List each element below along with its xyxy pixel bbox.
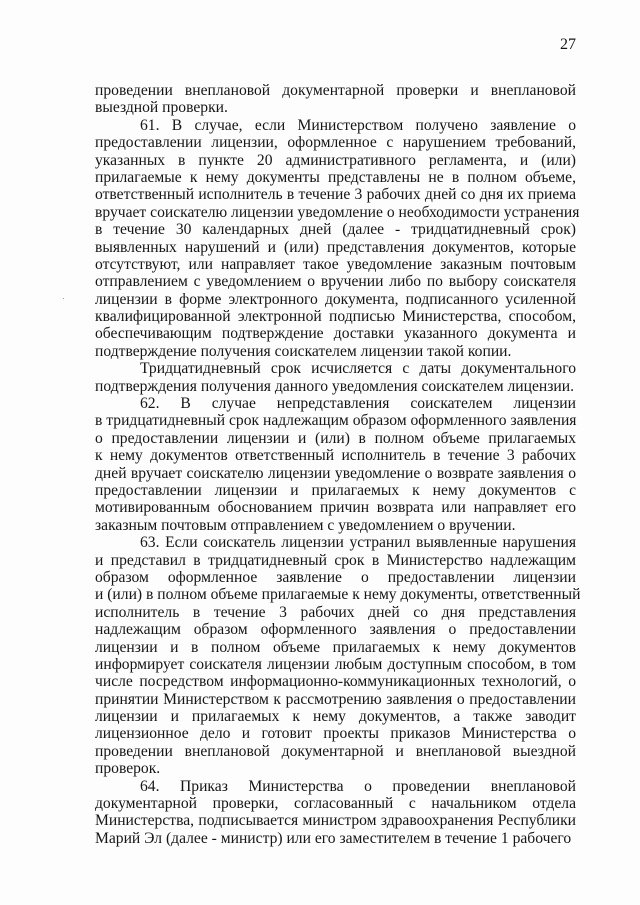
text-line: подтверждение получения соискателем лицензии такой копии. xyxy=(95,342,512,360)
text-line: информирует соискателя лицензии любым доступным способом, в том xyxy=(95,655,576,673)
text-line: и (или) в полном объеме прилагаемые к нему документы, ответственный xyxy=(95,586,581,604)
text-line: к нему документов ответственный исполнитель в течение 3 рабочих xyxy=(95,447,576,465)
scan-speck xyxy=(63,298,64,299)
text-line: лицензионное дело и готовит проекты приказов Министерства о xyxy=(95,725,576,743)
text-line: в тридцатидневный срок надлежащим образом оформленного заявления xyxy=(95,412,577,430)
body-text xyxy=(95,82,581,847)
text-line: 63. Если соискатель лицензии устранил выявленные нарушения xyxy=(140,534,576,552)
text-line: ответственный исполнитель в течение 3 рабочих дней со дня их приема xyxy=(95,186,576,204)
text-line: мотивированным обоснованием причин возврата или направляет его xyxy=(95,499,576,517)
text-line: вручает соискателю лицензии уведомление о необходимости устранения xyxy=(95,203,580,221)
paragraph xyxy=(95,82,576,117)
text-line: образом оформленное заявление о предоставлении лицензии xyxy=(95,568,576,586)
text-line: квалифицированной электронной подписью Министерства, способом, xyxy=(95,308,576,326)
text-line: 61. В случае, если Министерством получено заявление о xyxy=(140,116,576,134)
text-line: 64. Приказ Министерства о проведении внеплановой xyxy=(140,777,576,795)
text-line: прилагаемые к нему документы представлены не в полном объеме, xyxy=(95,168,576,186)
text-line: обеспечивающим подтверждение доставки указанного документа и xyxy=(95,325,576,343)
text-line: отсутствуют, или направляет такое уведомление заказным почтовым xyxy=(95,255,576,273)
text-line: проверок. xyxy=(95,760,161,778)
text-line: предоставлении лицензии, оформленное с нарушением требований, xyxy=(95,134,576,152)
paragraph xyxy=(95,534,581,778)
text-line: отправлением с уведомлением о вручении либо по выбору соискателя xyxy=(95,273,576,291)
text-line: 62. В случае непредставления соискателем лицензии xyxy=(140,395,576,413)
text-line: лицензии в форме электронного документа, подписанного усиленной xyxy=(95,290,576,308)
text-line: Марий Эл (далее - министр) или его заместителем в течение 1 рабочего xyxy=(95,829,572,847)
paragraph xyxy=(95,778,576,848)
paragraph xyxy=(95,116,580,360)
text-line: проведении внеплановой документарной проверки и внеплановой xyxy=(95,82,576,99)
page-number: 27 xyxy=(560,36,576,53)
text-line: и представил в тридцатидневный срок в Министерство надлежащим xyxy=(95,551,576,569)
text-line: документарной проверки, согласованный с начальником отдела xyxy=(95,795,576,813)
paragraph xyxy=(95,360,576,395)
text-line: выездной проверки. xyxy=(95,99,228,117)
text-line: числе посредством информационно-коммуникационных технологий, о xyxy=(95,673,576,691)
text-line: принятии Министерством к рассмотрению заявления о предоставлении xyxy=(95,690,576,708)
text-line: предоставлении лицензии и прилагаемых к нему документов с xyxy=(95,481,576,499)
text-line: выявленных нарушений и (или) представления документов, которые xyxy=(95,238,576,256)
text-line: исполнитель в течение 3 рабочих дней со дня представления xyxy=(95,603,576,621)
text-line: надлежащим образом оформленного заявления о предоставлении xyxy=(95,621,576,639)
text-line: Министерства, подписывается министром здравоохранения Республики xyxy=(95,812,576,830)
text-line: подтверждения получения данного уведомления соискателем лицензии. xyxy=(95,377,574,395)
text-line: проведении внеплановой документарной и внеплановой выездной xyxy=(95,742,576,760)
text-line: заказным почтовым отправлением с уведомлением о вручении. xyxy=(95,516,516,534)
text-line: Тридцатидневный срок исчисляется с даты документального xyxy=(140,360,576,378)
text-line: в течение 30 календарных дней (далее - тридцатидневный срок) xyxy=(95,221,576,239)
text-line: лицензии и прилагаемых к нему документов, а также заводит xyxy=(95,708,576,726)
text-line: лицензии и в полном объеме прилагаемых к нему документов xyxy=(95,638,576,656)
paragraph xyxy=(95,395,576,534)
text-line: о предоставлении лицензии и (или) в полном объеме прилагаемых xyxy=(95,429,576,447)
text-line: дней вручает соискателю лицензии уведомление о возврате заявления о xyxy=(95,464,576,482)
text-line: указанных в пункте 20 административного регламента, и (или) xyxy=(95,151,576,169)
